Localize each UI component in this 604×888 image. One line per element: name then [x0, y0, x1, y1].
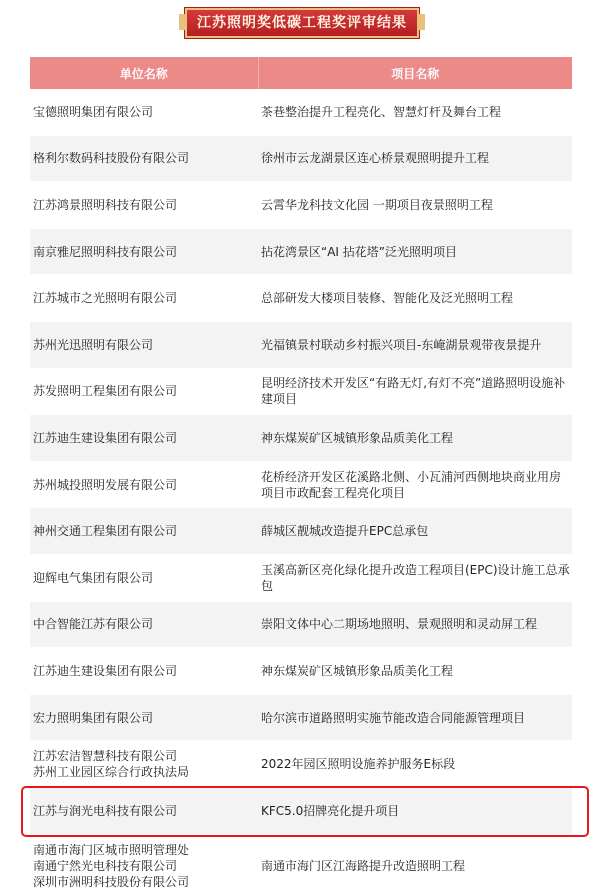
project-name-cell: [258, 787, 572, 834]
header-row: [30, 57, 572, 89]
table-row: [30, 275, 572, 322]
unit-name: 宝德照明集团有限公司: [33, 104, 154, 119]
project-name: 总部研发大楼项目装修、智能化及泛光照明工程: [261, 291, 514, 306]
unit-name: 南通宁然光电科技有限公司: [33, 858, 178, 873]
project-name-cell: [258, 694, 572, 741]
unit-name: 苏州光迅照明有限公司: [33, 337, 154, 352]
project-name-cell: [258, 415, 572, 462]
table-row: [30, 321, 572, 368]
table-row: [30, 834, 572, 888]
results-table: [30, 57, 572, 888]
project-name-cell: [258, 89, 572, 135]
table-row: [30, 787, 572, 834]
project-name-cell: [258, 228, 572, 275]
project-name: 崇阳文体中心二期场地照明、景观照明和灵动屏工程: [261, 617, 538, 632]
project-name-cell: [258, 135, 572, 182]
header-unit-name: 单位名称: [30, 57, 258, 89]
unit-name-cell: [30, 694, 258, 741]
unit-name-cell: [30, 461, 258, 508]
page-title: 江苏照明奖低碳工程奖评审结果: [185, 8, 419, 38]
unit-name-cell: [30, 834, 258, 888]
project-name: 昆明经济技术开发区“有路无灯,有灯不亮”道路照明设施补建项目: [261, 376, 566, 407]
unit-name: 江苏宏洁智慧科技有限公司: [33, 749, 178, 764]
project-name-cell: [258, 741, 572, 788]
table-row: [30, 694, 572, 741]
unit-name: 江苏城市之光照明有限公司: [33, 291, 178, 306]
unit-name-cell: [30, 648, 258, 695]
unit-name-cell: [30, 601, 258, 648]
project-name: 南通市海门区江海路提升改造照明工程: [261, 858, 466, 873]
project-name: 徐州市云龙湖景区连心桥景观照明提升工程: [261, 151, 490, 166]
table-row: [30, 554, 572, 601]
project-name-cell: [258, 554, 572, 601]
unit-name-cell: [30, 321, 258, 368]
project-name: 玉溪高新区亮化绿化提升改造工程项目(EPC)设计施工总承包: [261, 562, 570, 593]
unit-name-cell: [30, 741, 258, 788]
table-body: [30, 89, 572, 888]
unit-name: 深圳市洲明科技股份有限公司: [33, 874, 190, 888]
project-name: 拈花湾景区“AI 拈花塔”泛光照明项目: [261, 244, 457, 259]
unit-name-cell: [30, 228, 258, 275]
project-name: 2022年园区照明设施养护服务E标段: [261, 757, 456, 772]
table-row: [30, 461, 572, 508]
project-name-cell: [258, 275, 572, 322]
project-name-cell: [258, 834, 572, 888]
project-name-cell: [258, 648, 572, 695]
unit-name-cell: [30, 182, 258, 229]
unit-name: 苏州工业园区综合行政执法局: [33, 765, 190, 780]
unit-name: 苏发照明工程集团有限公司: [33, 384, 178, 399]
unit-name: 江苏与润光电科技有限公司: [33, 803, 178, 818]
title-wrap: [0, 8, 604, 38]
unit-name: 神州交通工程集团有限公司: [33, 524, 178, 539]
table-row: [30, 89, 572, 135]
table-row: [30, 741, 572, 788]
project-name-cell: [258, 321, 572, 368]
project-name-cell: [258, 182, 572, 229]
table-row: [30, 601, 572, 648]
unit-name-cell: [30, 89, 258, 135]
project-name: 云霄华龙科技文化园 一期项目夜景照明工程: [261, 197, 493, 212]
unit-name: 苏州城投照明发展有限公司: [33, 477, 178, 492]
project-name-cell: [258, 461, 572, 508]
unit-name: 中合智能江苏有限公司: [33, 617, 154, 632]
unit-name-cell: [30, 554, 258, 601]
project-name: 哈尔滨市道路照明实施节能改造合同能源管理项目: [261, 710, 526, 725]
unit-name: 迎辉电气集团有限公司: [33, 570, 154, 585]
table-row: [30, 228, 572, 275]
unit-name-cell: [30, 415, 258, 462]
table-row: [30, 368, 572, 415]
unit-name: 格利尔数码科技股份有限公司: [33, 151, 190, 166]
project-name: 光福镇景村联动乡村振兴项目-东崦湖景观带夜景提升: [261, 337, 542, 352]
project-name: KFC5.0招牌亮化提升项目: [261, 803, 400, 818]
project-name: 神东煤炭矿区城镇形象品质美化工程: [261, 663, 454, 678]
unit-name-cell: [30, 787, 258, 834]
table-row: [30, 648, 572, 695]
unit-name-cell: [30, 275, 258, 322]
unit-name: 江苏鸿景照明科技有限公司: [33, 197, 178, 212]
unit-name: 江苏迪生建设集团有限公司: [33, 430, 178, 445]
unit-name: 南通市海门区城市照明管理处: [33, 842, 190, 857]
header-project-name: 项目名称: [258, 57, 572, 89]
unit-name-cell: [30, 368, 258, 415]
unit-name: 南京雅尼照明科技有限公司: [33, 244, 178, 259]
table-row: [30, 508, 572, 555]
unit-name-cell: [30, 508, 258, 555]
project-name-cell: [258, 508, 572, 555]
project-name: 神东煤炭矿区城镇形象品质美化工程: [261, 430, 454, 445]
unit-name: 宏力照明集团有限公司: [33, 710, 154, 725]
table-row: [30, 415, 572, 462]
unit-name-cell: [30, 135, 258, 182]
table-row: [30, 182, 572, 229]
project-name-cell: [258, 368, 572, 415]
table-row: [30, 135, 572, 182]
project-name: 花桥经济开发区花溪路北侧、小瓦浦河西侧地块商业用房项目市政配套工程亮化项目: [261, 469, 562, 500]
unit-name: 江苏迪生建设集团有限公司: [33, 663, 178, 678]
project-name-cell: [258, 601, 572, 648]
project-name: 茶巷整治提升工程亮化、智慧灯杆及舞台工程: [261, 104, 502, 119]
project-name: 薛城区靓城改造提升EPC总承包: [261, 524, 429, 539]
